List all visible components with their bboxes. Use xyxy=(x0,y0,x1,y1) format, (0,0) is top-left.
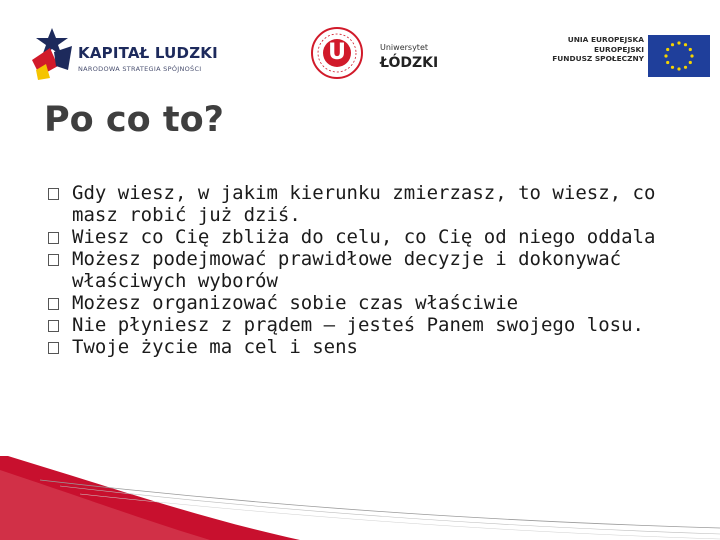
eu-logo xyxy=(548,35,710,79)
page-title: Po co to? xyxy=(44,100,224,140)
list-item-text: Możesz organizować sobie czas właściwie xyxy=(72,292,519,314)
eu-line-1: UNIA EUROPEJSKA xyxy=(567,35,644,44)
eu-line-2: EUROPEJSKI xyxy=(593,44,644,54)
checkbox-square-icon xyxy=(48,320,59,332)
list-item-text: Twoje życie ma cel i sens xyxy=(72,336,358,358)
checkbox-square-icon xyxy=(48,188,59,200)
list-item xyxy=(46,292,706,314)
checkbox-square-icon xyxy=(48,232,59,244)
checkbox-square-icon xyxy=(48,254,59,266)
list-item-text: Gdy wiesz, w jakim kierunku zmierzasz, to wiesz, co masz robić już dziś. xyxy=(72,182,656,226)
eu-line-3: FUNDUSZ SPOŁECZNY xyxy=(552,54,644,64)
university-top-line: Uniwersytet xyxy=(380,43,428,52)
list-item xyxy=(46,314,706,336)
university-seal-letter: U xyxy=(328,40,346,65)
kapital-ludzki-mark-icon xyxy=(30,26,74,80)
eu-flag-icon xyxy=(648,35,710,77)
list-item-text: Możesz podejmować prawidłowe decyzje i dokonywać właściwych wyborów xyxy=(72,248,622,292)
list-item xyxy=(46,182,706,226)
university-lodz-logo xyxy=(310,26,439,80)
eu-text-block xyxy=(552,35,644,64)
kapital-ludzki-logo xyxy=(30,26,218,80)
list-item xyxy=(46,336,706,358)
checkbox-square-icon xyxy=(48,298,59,310)
kapital-ludzki-title: KAPITAŁ LUDZKI xyxy=(78,44,218,62)
list-item-text: Nie płyniesz z prądem – jesteś Panem swojego losu. xyxy=(72,314,644,336)
list-item xyxy=(46,226,706,248)
list-item xyxy=(46,248,706,292)
decorative-swoosh xyxy=(0,440,720,540)
checkbox-square-icon xyxy=(48,342,59,354)
bullet-list xyxy=(46,182,706,358)
list-item-text: Wiesz co Cię zbliża do celu, co Cię od niego oddala xyxy=(72,226,656,248)
kapital-ludzki-subtitle: NARODOWA STRATEGIA SPÓJNOŚCI xyxy=(78,65,202,73)
university-name: ŁÓDZKI xyxy=(380,55,439,71)
